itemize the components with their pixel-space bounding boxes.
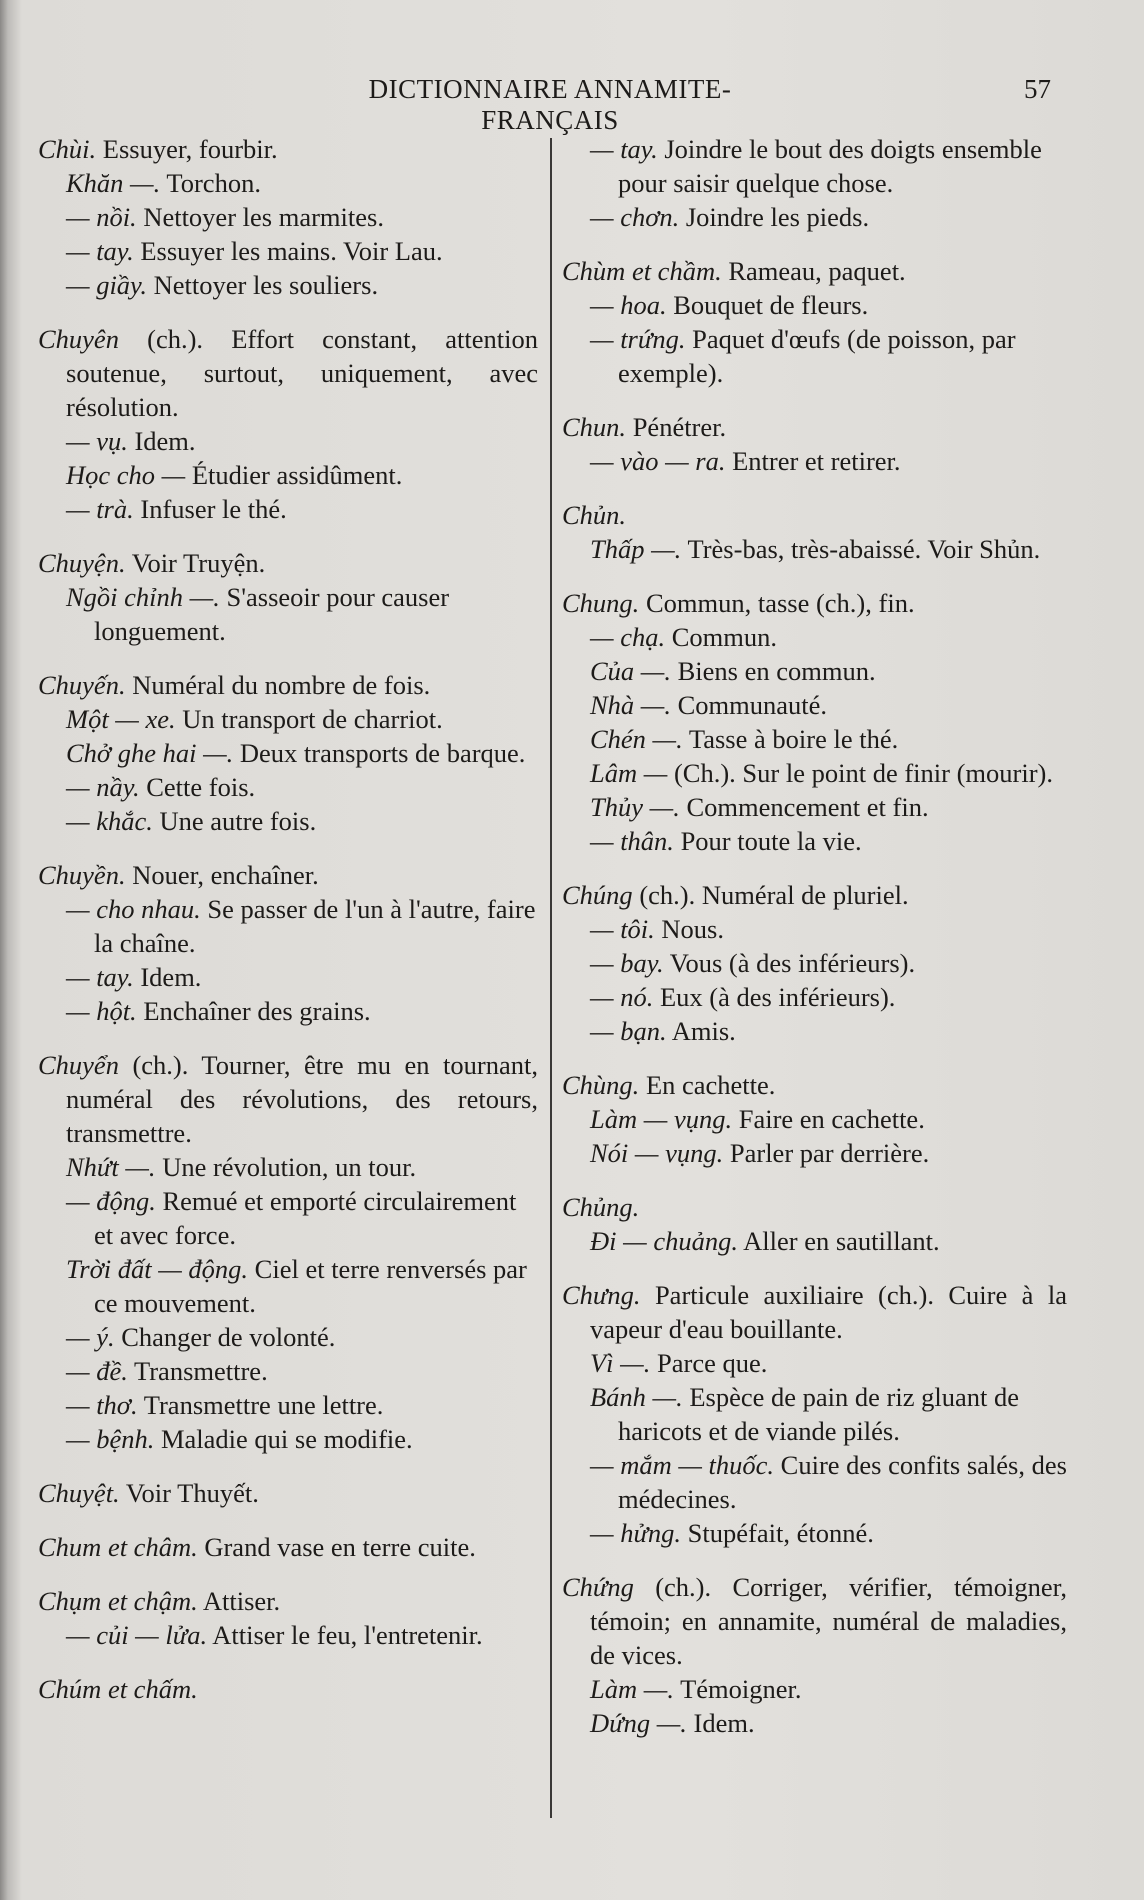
sub-term: — tay. bbox=[66, 236, 134, 266]
entry-sub-line bbox=[38, 1150, 538, 1184]
sub-term: Dứng —. bbox=[590, 1708, 687, 1738]
sub-definition: Idem. bbox=[127, 426, 196, 456]
sub-definition: Nettoyer les souliers. bbox=[146, 270, 379, 300]
entry-sub-line bbox=[38, 1320, 538, 1354]
entry-headword-line bbox=[38, 1672, 538, 1706]
sub-term: — chạ. bbox=[590, 622, 666, 652]
entry-sub-line bbox=[38, 770, 538, 804]
entry-sub-line bbox=[562, 912, 1067, 946]
headword: Chủng. bbox=[562, 1192, 640, 1222]
headword-definition: (ch.). Corriger, vérifier, témoigner, témoin; en annamite, numéral de maladies, de vices. bbox=[590, 1572, 1067, 1670]
entry-sub-line bbox=[562, 132, 1067, 200]
entry-headword-line bbox=[562, 586, 1067, 620]
sub-term: — tôi. bbox=[590, 914, 655, 944]
sub-term: Nhứt —. bbox=[66, 1152, 156, 1182]
sub-definition: Bouquet de fleurs. bbox=[666, 290, 869, 320]
entry-sub-line bbox=[38, 994, 538, 1028]
sub-definition: Enchaîner des grains. bbox=[136, 996, 371, 1026]
left-column bbox=[38, 132, 538, 1726]
sub-definition: S'asseoir pour causer longuement. bbox=[94, 582, 450, 646]
entry-headword-line bbox=[562, 1190, 1067, 1224]
sub-definition: Aller en sautillant. bbox=[737, 1226, 940, 1256]
entry-sub-line bbox=[562, 200, 1067, 234]
sub-definition: Témoigner. bbox=[673, 1674, 802, 1704]
dictionary-entry bbox=[562, 410, 1067, 478]
dictionary-entry bbox=[38, 132, 538, 302]
entry-sub-line bbox=[38, 1184, 538, 1252]
sub-definition: Communauté. bbox=[671, 690, 828, 720]
sub-definition: Idem. bbox=[686, 1708, 755, 1738]
sub-definition: Torchon. bbox=[160, 168, 261, 198]
headword: Chum et châm. bbox=[38, 1532, 198, 1562]
sub-term: — thân. bbox=[590, 826, 674, 856]
sub-definition: Étudier assidûment. bbox=[185, 460, 403, 490]
entry-sub-line bbox=[38, 1252, 538, 1320]
sub-definition: Transmettre. bbox=[127, 1356, 268, 1386]
sub-definition: Commencement et fin. bbox=[679, 792, 929, 822]
entry-sub-line bbox=[38, 1422, 538, 1456]
entry-sub-line bbox=[38, 960, 538, 994]
sub-definition: Idem. bbox=[133, 962, 202, 992]
headword: Chùi. bbox=[38, 134, 97, 164]
headword-definition: Essuyer, fourbir. bbox=[96, 134, 278, 164]
sub-term: — nó. bbox=[590, 982, 654, 1012]
sub-term: — trứng. bbox=[590, 324, 686, 354]
sub-definition: Eux (à des inférieurs). bbox=[653, 982, 896, 1012]
sub-definition: Une révolution, un tour. bbox=[155, 1152, 417, 1182]
sub-term: — cho nhau. bbox=[66, 894, 201, 924]
headword: Chụm et chậm. bbox=[38, 1586, 198, 1616]
sub-term: Chén —. bbox=[590, 724, 683, 754]
sub-definition: Commun. bbox=[665, 622, 777, 652]
headword: Chủn. bbox=[562, 500, 627, 530]
headword: Chuyện. bbox=[38, 548, 126, 578]
entry-sub-line bbox=[562, 654, 1067, 688]
dictionary-entry bbox=[562, 498, 1067, 566]
entry-headword-line bbox=[38, 132, 538, 166]
dictionary-entry bbox=[38, 1476, 538, 1510]
dictionary-entry bbox=[562, 132, 1067, 234]
headword-definition: Rameau, paquet. bbox=[721, 256, 906, 286]
entry-sub-line bbox=[562, 1516, 1067, 1550]
sub-definition: Faire en cachette. bbox=[732, 1104, 925, 1134]
entry-sub-line bbox=[562, 946, 1067, 980]
sub-definition: Infuser le thé. bbox=[133, 494, 287, 524]
headword-definition: Commun, tasse (ch.), fin. bbox=[639, 588, 915, 618]
sub-definition: Transmettre une lettre. bbox=[137, 1390, 384, 1420]
sub-term: — bệnh. bbox=[66, 1424, 155, 1454]
headword-definition: Particule auxiliaire (ch.). Cuire à la vapeur d'eau bouillante. bbox=[590, 1280, 1067, 1344]
entry-sub-line bbox=[38, 892, 538, 960]
sub-definition: Deux transports de barque. bbox=[233, 738, 526, 768]
page-title: DICTIONNAIRE ANNAMITE-FRANÇAIS bbox=[368, 74, 732, 135]
dictionary-entry bbox=[38, 1584, 538, 1652]
sub-term: Lâm — bbox=[590, 758, 668, 788]
entry-headword-line bbox=[562, 498, 1067, 532]
sub-definition: Nous. bbox=[654, 914, 724, 944]
sub-term: Làm —. bbox=[590, 1674, 674, 1704]
sub-term: — thơ. bbox=[66, 1390, 138, 1420]
sub-term: Chở ghe hai —. bbox=[66, 738, 234, 768]
entry-headword-line bbox=[562, 1278, 1067, 1346]
headword: Chùm et chầm. bbox=[562, 256, 722, 286]
dictionary-entry bbox=[38, 322, 538, 526]
headword-definition: (ch.). Effort constant, attention soutenue, surtout, uniquement, avec résolution. bbox=[66, 324, 538, 422]
entry-sub-line bbox=[38, 166, 538, 200]
entry-sub-line bbox=[562, 1706, 1067, 1740]
headword: Chùng. bbox=[562, 1070, 640, 1100]
page-number: 57 bbox=[1024, 74, 1051, 104]
sub-term: — chơn. bbox=[590, 202, 680, 232]
sub-term: — bạn. bbox=[590, 1016, 667, 1046]
entry-sub-line bbox=[562, 444, 1067, 478]
entry-sub-line bbox=[38, 1618, 538, 1652]
sub-definition: Entrer et retirer. bbox=[725, 446, 901, 476]
entry-sub-line bbox=[562, 1014, 1067, 1048]
sub-term: — nồi. bbox=[66, 202, 137, 232]
dictionary-entry bbox=[38, 668, 538, 838]
sub-term: Của —. bbox=[590, 656, 671, 686]
entry-sub-line bbox=[38, 702, 538, 736]
headword: Chuyền. bbox=[38, 860, 126, 890]
sub-term: — động. bbox=[66, 1186, 156, 1216]
sub-term: — củi — lửa. bbox=[66, 1620, 208, 1650]
dictionary-entry bbox=[38, 546, 538, 648]
entry-sub-line bbox=[562, 1136, 1067, 1170]
entry-headword-line bbox=[38, 668, 538, 702]
sub-definition: Paquet d'œufs (de poisson, par exemple). bbox=[618, 324, 1016, 388]
sub-definition: Amis. bbox=[666, 1016, 736, 1046]
sub-definition: Joindre les pieds. bbox=[679, 202, 870, 232]
entry-sub-line bbox=[562, 1380, 1067, 1448]
headword-definition: En cachette. bbox=[639, 1070, 776, 1100]
entry-headword-line bbox=[38, 1048, 538, 1150]
sub-definition: Joindre le bout des doigts ensemble pour saisir quelque chose. bbox=[618, 134, 1042, 198]
headword: Chúm et chấm. bbox=[38, 1674, 198, 1704]
headword: Chuyển bbox=[38, 1050, 119, 1080]
sub-term: — đề. bbox=[66, 1356, 128, 1386]
entry-sub-line bbox=[562, 1224, 1067, 1258]
sub-term: Ngồi chỉnh —. bbox=[66, 582, 220, 612]
sub-term: — tay. bbox=[66, 962, 134, 992]
sub-definition: Cette fois. bbox=[139, 772, 256, 802]
entry-sub-line bbox=[562, 980, 1067, 1014]
entry-sub-line bbox=[562, 322, 1067, 390]
column-divider bbox=[550, 138, 552, 1818]
binding-edge bbox=[0, 0, 12, 1900]
entry-sub-line bbox=[562, 722, 1067, 756]
sub-term: Nói — vụng. bbox=[590, 1138, 724, 1168]
sub-term: Làm — vụng. bbox=[590, 1104, 733, 1134]
sub-term: — bay. bbox=[590, 948, 664, 978]
sub-term: Đi — chuảng. bbox=[590, 1226, 738, 1256]
sub-definition: Tasse à boire le thé. bbox=[682, 724, 899, 754]
headword: Chúng bbox=[562, 880, 633, 910]
sub-term: Bánh —. bbox=[590, 1382, 683, 1412]
sub-term: — khắc. bbox=[66, 806, 153, 836]
sub-term: Nhà —. bbox=[590, 690, 671, 720]
sub-term: — giầy. bbox=[66, 270, 147, 300]
sub-term: — hột. bbox=[66, 996, 137, 1026]
sub-term: — vào — ra. bbox=[590, 446, 726, 476]
headword-definition: Numéral du nombre de fois. bbox=[125, 670, 431, 700]
entry-sub-line bbox=[562, 824, 1067, 858]
headword-definition: (ch.). Tourner, être mu en tournant, numéral des révolutions, des retours, transmettre. bbox=[66, 1050, 538, 1148]
headword-definition: Nouer, enchaîner. bbox=[125, 860, 319, 890]
dictionary-entry bbox=[562, 1068, 1067, 1170]
dictionary-entry bbox=[562, 878, 1067, 1048]
entry-sub-line bbox=[562, 1448, 1067, 1516]
entry-sub-line bbox=[38, 492, 538, 526]
headword: Chuyên bbox=[38, 324, 119, 354]
sub-term: Thủy —. bbox=[590, 792, 680, 822]
headword: Chun. bbox=[562, 412, 627, 442]
headword: Chứng bbox=[562, 1572, 634, 1602]
dictionary-entry bbox=[38, 1530, 538, 1564]
sub-definition: Changer de volonté. bbox=[114, 1322, 336, 1352]
sub-term: — tay. bbox=[590, 134, 658, 164]
headword-definition: Voir Truyện. bbox=[125, 548, 266, 578]
sub-term: Học cho — bbox=[66, 460, 186, 490]
sub-definition: Biens en commun. bbox=[671, 656, 876, 686]
sub-definition: Pour toute la vie. bbox=[673, 826, 862, 856]
entry-headword-line bbox=[562, 878, 1067, 912]
sub-term: Thấp —. bbox=[590, 534, 682, 564]
entry-headword-line bbox=[562, 410, 1067, 444]
sub-term: — trà. bbox=[66, 494, 134, 524]
right-column bbox=[562, 132, 1067, 1760]
sub-term: Vì —. bbox=[590, 1348, 651, 1378]
dictionary-entry bbox=[38, 858, 538, 1028]
entry-sub-line bbox=[562, 1102, 1067, 1136]
entry-headword-line bbox=[38, 546, 538, 580]
entry-sub-line bbox=[38, 234, 538, 268]
dictionary-entry bbox=[562, 586, 1067, 858]
entry-sub-line bbox=[562, 688, 1067, 722]
headword: Chưng. bbox=[562, 1280, 641, 1310]
entry-headword-line bbox=[38, 858, 538, 892]
headword: Chung. bbox=[562, 588, 640, 618]
headword-definition: (ch.). Numéral de pluriel. bbox=[632, 880, 909, 910]
entry-sub-line bbox=[562, 532, 1067, 566]
entry-headword-line bbox=[38, 1584, 538, 1618]
entry-sub-line bbox=[562, 756, 1067, 790]
sub-definition: Se passer de l'un à l'autre, faire la chaîne. bbox=[94, 894, 536, 958]
sub-definition: Attiser le feu, l'entretenir. bbox=[207, 1620, 483, 1650]
sub-term: — mắm — thuốc. bbox=[590, 1450, 775, 1480]
sub-term: — ý. bbox=[66, 1322, 115, 1352]
sub-definition: Un transport de charriot. bbox=[175, 704, 443, 734]
sub-term: Trời đất — động. bbox=[66, 1254, 249, 1284]
entry-sub-line bbox=[562, 288, 1067, 322]
dictionary-entry bbox=[38, 1672, 538, 1706]
sub-term: Khăn —. bbox=[66, 168, 161, 198]
sub-definition: (Ch.). Sur le point de finir (mourir). bbox=[667, 758, 1053, 788]
headword-definition: Grand vase en terre cuite. bbox=[197, 1532, 476, 1562]
entry-headword-line bbox=[562, 254, 1067, 288]
sub-definition: Stupéfait, étonné. bbox=[681, 1518, 874, 1548]
dictionary-entry bbox=[562, 254, 1067, 390]
entry-headword-line bbox=[562, 1570, 1067, 1672]
entry-sub-line bbox=[562, 620, 1067, 654]
entry-sub-line bbox=[38, 458, 538, 492]
entry-sub-line bbox=[562, 1346, 1067, 1380]
headword: Chuyệt. bbox=[38, 1478, 120, 1508]
headword-definition: Voir Thuyết. bbox=[119, 1478, 259, 1508]
entry-sub-line bbox=[38, 580, 538, 648]
sub-term: Một — xe. bbox=[66, 704, 176, 734]
sub-term: — nầy. bbox=[66, 772, 140, 802]
entry-sub-line bbox=[38, 268, 538, 302]
sub-definition: Très-bas, très-abaissé. Voir Shủn. bbox=[681, 534, 1041, 564]
dictionary-entry bbox=[38, 1048, 538, 1456]
entry-sub-line bbox=[562, 790, 1067, 824]
sub-definition: Cuire des confits salés, des médecines. bbox=[618, 1450, 1067, 1514]
entry-sub-line bbox=[562, 1672, 1067, 1706]
sub-definition: Vous (à des inférieurs). bbox=[663, 948, 916, 978]
sub-definition: Maladie qui se modifie. bbox=[154, 1424, 413, 1454]
entry-headword-line bbox=[38, 1530, 538, 1564]
dictionary-entry bbox=[562, 1278, 1067, 1550]
sub-term: — hửng. bbox=[590, 1518, 682, 1548]
headword-definition: Pénétrer. bbox=[626, 412, 727, 442]
entry-headword-line bbox=[38, 322, 538, 424]
sub-definition: Essuyer les mains. Voir Lau. bbox=[133, 236, 443, 266]
sub-definition: Une autre fois. bbox=[152, 806, 317, 836]
sub-definition: Parce que. bbox=[650, 1348, 768, 1378]
entry-sub-line bbox=[38, 804, 538, 838]
sub-definition: Remué et emporté circulairement et avec force. bbox=[94, 1186, 517, 1250]
entry-sub-line bbox=[38, 1388, 538, 1422]
entry-sub-line bbox=[38, 200, 538, 234]
headword: Chuyến. bbox=[38, 670, 126, 700]
sub-definition: Parler par derrière. bbox=[723, 1138, 930, 1168]
dictionary-entry bbox=[562, 1570, 1067, 1740]
headword-definition: Attiser. bbox=[197, 1586, 281, 1616]
entry-headword-line bbox=[562, 1068, 1067, 1102]
sub-term: — vụ. bbox=[66, 426, 128, 456]
sub-term: — hoa. bbox=[590, 290, 667, 320]
entry-sub-line bbox=[38, 1354, 538, 1388]
entry-sub-line bbox=[38, 736, 538, 770]
sub-definition: Ciel et terre renversés par ce mouvement. bbox=[94, 1254, 527, 1318]
sub-definition: Nettoyer les marmites. bbox=[136, 202, 384, 232]
sub-definition: Espèce de pain de riz gluant de haricots et de viande pilés. bbox=[618, 1382, 1020, 1446]
entry-sub-line bbox=[38, 424, 538, 458]
entry-headword-line bbox=[38, 1476, 538, 1510]
dictionary-entry bbox=[562, 1190, 1067, 1258]
